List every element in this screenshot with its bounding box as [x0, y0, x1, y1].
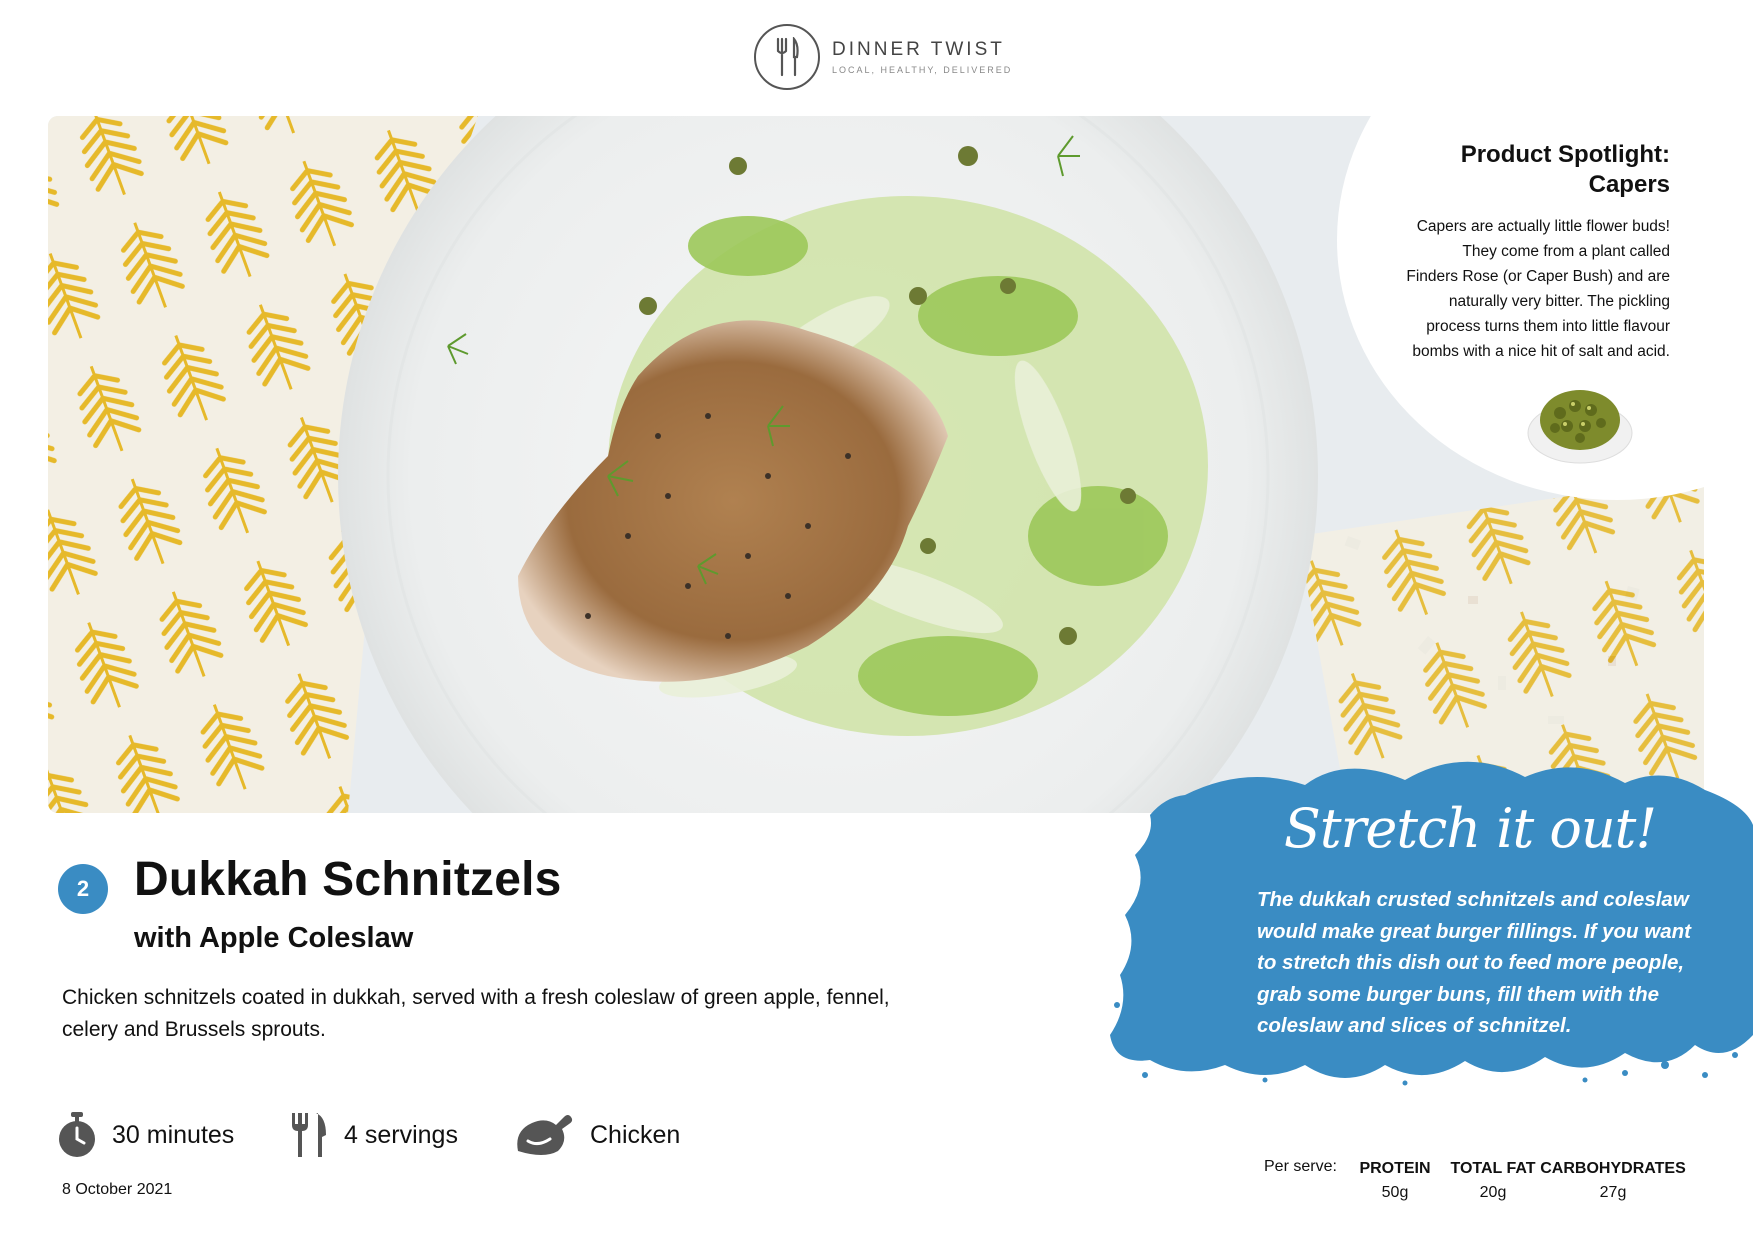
brand-name: DINNER TWIST	[832, 39, 1005, 60]
stretch-text	[1257, 884, 1707, 1042]
cook-time-text: 30 minutes	[112, 1120, 235, 1149]
cook-time	[58, 1110, 234, 1160]
fat-label: TOTAL FAT	[1450, 1160, 1536, 1177]
servings-text: 4 servings	[344, 1120, 458, 1149]
recipe-title: Dukkah Schnitzels	[134, 853, 562, 906]
carbs-label: CARBOHYDRATES	[1540, 1160, 1686, 1177]
stretch-line: coleslaw and slices of schnitzel.	[1257, 1014, 1572, 1037]
spotlight-line: naturally very bitter. The pickling	[1448, 293, 1670, 310]
nutrition-carbs	[1540, 1160, 1686, 1202]
spotlight-title	[1370, 140, 1670, 200]
description-line: Chicken schnitzels coated in dukkah, served with a fresh coleslaw of green apple, fennel,	[62, 986, 890, 1009]
protein-value: 50g	[1381, 1184, 1409, 1201]
cutlery-icon	[288, 1111, 328, 1159]
stretch-line: to stretch this dish out to feed more people,	[1257, 951, 1685, 974]
stretch-line: The dukkah crusted schnitzels and coleslaw	[1257, 888, 1689, 911]
spotlight-text	[1370, 214, 1670, 364]
spotlight-line: They come from a plant called	[1462, 243, 1670, 260]
carbs-value: 27g	[1599, 1184, 1627, 1201]
brand-logo	[754, 24, 1012, 90]
nutrition-fat	[1443, 1160, 1543, 1202]
spotlight-title-line-2: Capers	[1588, 171, 1670, 198]
description-line: celery and Brussels sprouts.	[62, 1018, 326, 1041]
product-spotlight	[1370, 140, 1670, 364]
servings	[288, 1110, 458, 1160]
step-number-badge: 2	[58, 864, 108, 914]
spotlight-line: Finders Rose (or Caper Bush) and are	[1406, 268, 1670, 285]
per-serve-label: Per serve:	[1264, 1158, 1337, 1175]
chicken-leg-icon	[514, 1111, 574, 1159]
spotlight-line: Capers are actually little flower buds!	[1416, 218, 1670, 235]
capers-bowl-image	[1525, 378, 1635, 473]
spotlight-line: process turns them into little flavour	[1426, 318, 1670, 335]
spotlight-title-line-1: Product Spotlight:	[1460, 141, 1670, 168]
stretch-line: grab some burger buns, fill them with the	[1257, 982, 1660, 1006]
recipe-subtitle: with Apple Coleslaw	[134, 922, 414, 954]
protein-type-text: Chicken	[590, 1120, 681, 1149]
protein-label: PROTEIN	[1359, 1160, 1431, 1177]
fat-value: 20g	[1479, 1184, 1507, 1201]
nutrition-protein	[1355, 1160, 1435, 1202]
fork-knife-logo-icon	[754, 24, 820, 90]
recipe-date: 8 October 2021	[62, 1181, 173, 1198]
stretch-line: would make great burger fillings. If you want	[1257, 919, 1691, 943]
stopwatch-icon	[58, 1112, 96, 1158]
stretch-title: Stretch it out!	[1283, 797, 1657, 860]
recipe-description	[62, 982, 922, 1046]
protein-type	[514, 1110, 680, 1160]
spotlight-line: bombs with a nice hit of salt and acid.	[1412, 343, 1670, 360]
brand-tagline: LOCAL, HEALTHY, DELIVERED	[832, 65, 1013, 75]
